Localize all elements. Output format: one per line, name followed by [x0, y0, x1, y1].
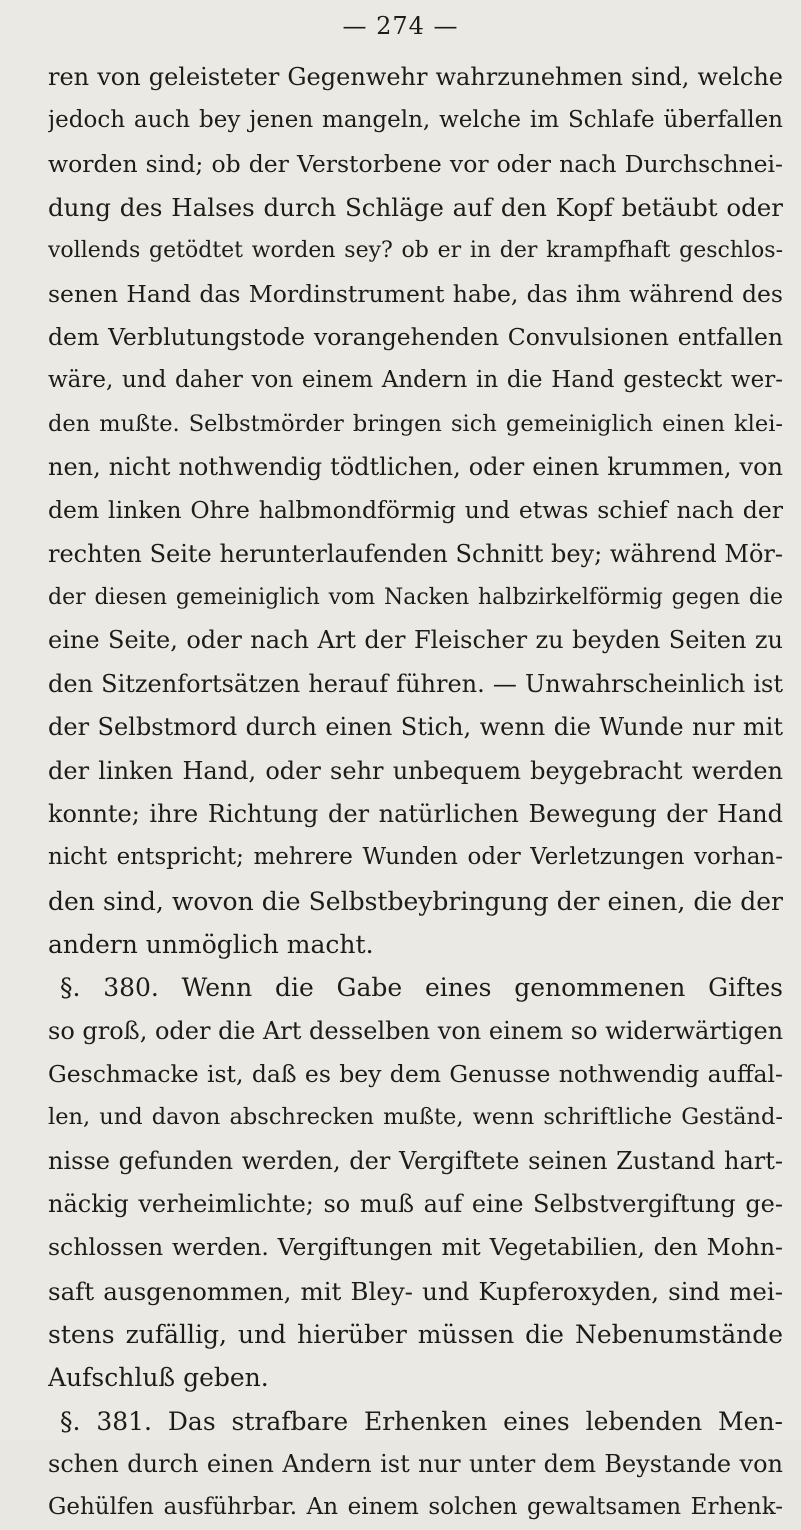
text-line: nisse gefunden werden, der Vergiftete seinen Zustand hart- — [48, 1146, 783, 1175]
text-line: näckig verheimlichte; so muß auf eine Selbstvergiftung ge- — [48, 1189, 783, 1218]
text-line: eine Seite, oder nach Art der Fleischer zu beyden Seiten zu — [48, 626, 783, 655]
text-line: wäre, und daher von einem Andern in die Hand gesteckt wer- — [48, 367, 783, 394]
text-line: andern unmöglich macht. — [48, 929, 374, 959]
text-line: rechten Seite herunterlaufenden Schnitt bey; während Mör- — [48, 539, 783, 568]
text-line: den Sitzenfortsätzen herauf führen. — Unwahrscheinlich ist — [48, 669, 783, 698]
text-line: der diesen gemeiniglich vom Nacken halbzirkelförmig gegen die — [48, 585, 783, 611]
body-text — [48, 56, 783, 1530]
text-line: dem Verblutungstode vorangehenden Convulsionen entfallen — [48, 323, 783, 352]
text-line: konnte; ihre Richtung der natürlichen Bewegung der Hand — [48, 799, 783, 828]
text-line: schlossen werden. Vergiftungen mit Vegetabilien, den Mohn- — [48, 1233, 783, 1262]
text-line: der Selbstmord durch einen Stich, wenn die Wunde nur mit — [48, 713, 783, 742]
text-line: dung des Halses durch Schläge auf den Kopf betäubt oder — [48, 193, 783, 223]
text-line: stens zufällig, und hierüber müssen die Nebenumstände — [48, 1319, 783, 1349]
text-line: saft ausgenommen, mit Bley- und Kupferoxyden, sind mei- — [48, 1276, 783, 1306]
section-heading-line: §. 381. Das strafbare Erhenken eines lebenden Men- — [60, 1406, 783, 1436]
text-line: den sind, wovon die Selbstbeybringung der einen, die der — [48, 886, 783, 916]
text-line: so groß, oder die Art desselben von einem so widerwärtigen — [48, 1016, 783, 1045]
text-line: den mußte. Selbstmörder bringen sich gemeiniglich einen klei- — [48, 410, 783, 437]
page-number: — 274 — — [342, 12, 459, 40]
text-line: jedoch auch bey jenen mangeln, welche im Schlafe überfallen — [48, 107, 783, 134]
text-line: Geschmacke ist, daß es bey dem Genusse nothwendig auffal- — [48, 1059, 783, 1088]
text-line: ren von geleisteter Gegenwehr wahrzunehmen sind, welche — [48, 63, 783, 91]
section-heading-line: §. 380. Wenn die Gabe eines genommenen Giftes — [60, 973, 783, 1003]
text-line: dem linken Ohre halbmondförmig und etwas schief nach der — [48, 496, 783, 525]
text-line: der linken Hand, oder sehr unbequem beygebracht werden — [48, 756, 783, 785]
text-line: vollends getödtet worden sey? ob er in der krampfhaft geschlos- — [48, 238, 783, 264]
text-line: senen Hand das Mordinstrument habe, das ihm während des — [48, 279, 783, 308]
text-line: schen durch einen Andern ist nur unter dem Beystande von — [48, 1450, 783, 1478]
text-line: nen, nicht nothwendig tödtlichen, oder einen krummen, von — [48, 453, 783, 482]
text-line: len, und davon abschrecken mußte, wenn schriftliche Geständ- — [48, 1104, 783, 1131]
text-line: Gehülfen ausführbar. An einem solchen gewaltsamen Erhenk- — [48, 1494, 783, 1521]
text-line: worden sind; ob der Verstorbene vor oder nach Durchschnei- — [48, 149, 783, 178]
text-line: Aufschluß geben. — [48, 1363, 269, 1393]
text-line: nicht entspricht; mehrere Wunden oder Verletzungen vorhan- — [48, 844, 783, 871]
